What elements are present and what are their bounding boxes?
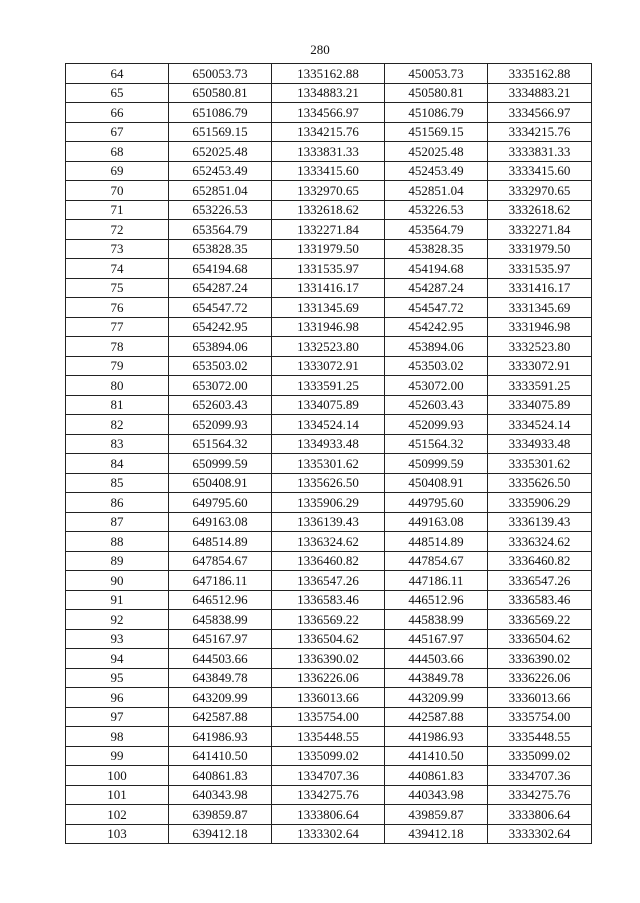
point-number-cell: 67: [66, 122, 169, 142]
x-coordinate-cell: 650999.59: [169, 454, 272, 474]
y2-coordinate-cell: 3335099.02: [488, 746, 592, 766]
table-row: [66, 161, 592, 181]
x2-coordinate-cell: 451564.32: [385, 434, 488, 454]
x-coordinate-cell: 639859.87: [169, 805, 272, 825]
x-coordinate-cell: 654242.95: [169, 317, 272, 337]
point-number-cell: 83: [66, 434, 169, 454]
y-coordinate-cell: 1334707.36: [272, 766, 385, 786]
y-coordinate-cell: 1336547.26: [272, 571, 385, 591]
table-row: [66, 259, 592, 279]
x2-coordinate-cell: 439412.18: [385, 824, 488, 844]
y2-coordinate-cell: 3335162.88: [488, 64, 592, 84]
x-coordinate-cell: 653894.06: [169, 337, 272, 357]
table-row: [66, 473, 592, 493]
y2-coordinate-cell: 3333415.60: [488, 161, 592, 181]
x2-coordinate-cell: 443849.78: [385, 668, 488, 688]
point-number-cell: 72: [66, 220, 169, 240]
x2-coordinate-cell: 452025.48: [385, 142, 488, 162]
point-number-cell: 84: [66, 454, 169, 474]
x2-coordinate-cell: 451569.15: [385, 122, 488, 142]
x-coordinate-cell: 644503.66: [169, 649, 272, 669]
x-coordinate-cell: 652099.93: [169, 415, 272, 435]
table-row: [66, 239, 592, 259]
x2-coordinate-cell: 452453.49: [385, 161, 488, 181]
table-row: [66, 434, 592, 454]
x2-coordinate-cell: 445167.97: [385, 629, 488, 649]
y-coordinate-cell: 1331946.98: [272, 317, 385, 337]
y-coordinate-cell: 1333302.64: [272, 824, 385, 844]
table-row: [66, 181, 592, 201]
x2-coordinate-cell: 453894.06: [385, 337, 488, 357]
x-coordinate-cell: 647854.67: [169, 551, 272, 571]
point-number-cell: 93: [66, 629, 169, 649]
point-number-cell: 99: [66, 746, 169, 766]
x-coordinate-cell: 654547.72: [169, 298, 272, 318]
point-number-cell: 68: [66, 142, 169, 162]
y2-coordinate-cell: 3334215.76: [488, 122, 592, 142]
x2-coordinate-cell: 450408.91: [385, 473, 488, 493]
point-number-cell: 98: [66, 727, 169, 747]
y-coordinate-cell: 1333591.25: [272, 376, 385, 396]
y2-coordinate-cell: 3332271.84: [488, 220, 592, 240]
y-coordinate-cell: 1333415.60: [272, 161, 385, 181]
point-number-cell: 100: [66, 766, 169, 786]
y2-coordinate-cell: 3336460.82: [488, 551, 592, 571]
y2-coordinate-cell: 3335448.55: [488, 727, 592, 747]
y2-coordinate-cell: 3334275.76: [488, 785, 592, 805]
y-coordinate-cell: 1334075.89: [272, 395, 385, 415]
y-coordinate-cell: 1335906.29: [272, 493, 385, 513]
x2-coordinate-cell: 450053.73: [385, 64, 488, 84]
x2-coordinate-cell: 452851.04: [385, 181, 488, 201]
y2-coordinate-cell: 3333806.64: [488, 805, 592, 825]
y2-coordinate-cell: 3334524.14: [488, 415, 592, 435]
table-row: [66, 142, 592, 162]
x-coordinate-cell: 643849.78: [169, 668, 272, 688]
y2-coordinate-cell: 3336139.43: [488, 512, 592, 532]
table-row: [66, 746, 592, 766]
x-coordinate-cell: 648514.89: [169, 532, 272, 552]
table-row: [66, 200, 592, 220]
y2-coordinate-cell: 3335626.50: [488, 473, 592, 493]
point-number-cell: 85: [66, 473, 169, 493]
x2-coordinate-cell: 451086.79: [385, 103, 488, 123]
y2-coordinate-cell: 3336324.62: [488, 532, 592, 552]
x-coordinate-cell: 650580.81: [169, 83, 272, 103]
y2-coordinate-cell: 3333831.33: [488, 142, 592, 162]
x-coordinate-cell: 641410.50: [169, 746, 272, 766]
table-row: [66, 610, 592, 630]
y-coordinate-cell: 1333831.33: [272, 142, 385, 162]
table-row: [66, 64, 592, 84]
point-number-cell: 65: [66, 83, 169, 103]
x-coordinate-cell: 653503.02: [169, 356, 272, 376]
y-coordinate-cell: 1336139.43: [272, 512, 385, 532]
y2-coordinate-cell: 3332970.65: [488, 181, 592, 201]
y2-coordinate-cell: 3336583.46: [488, 590, 592, 610]
y-coordinate-cell: 1335162.88: [272, 64, 385, 84]
y2-coordinate-cell: 3333591.25: [488, 376, 592, 396]
y-coordinate-cell: 1331979.50: [272, 239, 385, 259]
y2-coordinate-cell: 3334075.89: [488, 395, 592, 415]
point-number-cell: 96: [66, 688, 169, 708]
y-coordinate-cell: 1332271.84: [272, 220, 385, 240]
x2-coordinate-cell: 442587.88: [385, 707, 488, 727]
y-coordinate-cell: 1332618.62: [272, 200, 385, 220]
y-coordinate-cell: 1335448.55: [272, 727, 385, 747]
y-coordinate-cell: 1334883.21: [272, 83, 385, 103]
x-coordinate-cell: 651564.32: [169, 434, 272, 454]
y2-coordinate-cell: 3336226.06: [488, 668, 592, 688]
point-number-cell: 69: [66, 161, 169, 181]
x2-coordinate-cell: 443209.99: [385, 688, 488, 708]
y-coordinate-cell: 1336460.82: [272, 551, 385, 571]
x2-coordinate-cell: 445838.99: [385, 610, 488, 630]
point-number-cell: 89: [66, 551, 169, 571]
y2-coordinate-cell: 3335301.62: [488, 454, 592, 474]
y-coordinate-cell: 1336324.62: [272, 532, 385, 552]
x-coordinate-cell: 649795.60: [169, 493, 272, 513]
point-number-cell: 64: [66, 64, 169, 84]
table-row: [66, 395, 592, 415]
table-row: [66, 629, 592, 649]
point-number-cell: 102: [66, 805, 169, 825]
x2-coordinate-cell: 444503.66: [385, 649, 488, 669]
point-number-cell: 97: [66, 707, 169, 727]
x2-coordinate-cell: 454287.24: [385, 278, 488, 298]
y2-coordinate-cell: 3336390.02: [488, 649, 592, 669]
x-coordinate-cell: 651569.15: [169, 122, 272, 142]
table-row: [66, 512, 592, 532]
table-row: [66, 590, 592, 610]
x-coordinate-cell: 652603.43: [169, 395, 272, 415]
y-coordinate-cell: 1332970.65: [272, 181, 385, 201]
x2-coordinate-cell: 453226.53: [385, 200, 488, 220]
y2-coordinate-cell: 3336547.26: [488, 571, 592, 591]
y-coordinate-cell: 1336390.02: [272, 649, 385, 669]
table-row: [66, 707, 592, 727]
y2-coordinate-cell: 3331416.17: [488, 278, 592, 298]
table-row: [66, 415, 592, 435]
x-coordinate-cell: 649163.08: [169, 512, 272, 532]
y2-coordinate-cell: 3331345.69: [488, 298, 592, 318]
y2-coordinate-cell: 3334707.36: [488, 766, 592, 786]
x2-coordinate-cell: 441410.50: [385, 746, 488, 766]
x-coordinate-cell: 646512.96: [169, 590, 272, 610]
y-coordinate-cell: 1332523.80: [272, 337, 385, 357]
table-row: [66, 551, 592, 571]
x-coordinate-cell: 639412.18: [169, 824, 272, 844]
y2-coordinate-cell: 3332523.80: [488, 337, 592, 357]
x-coordinate-cell: 650053.73: [169, 64, 272, 84]
table-row: [66, 122, 592, 142]
y2-coordinate-cell: 3334933.48: [488, 434, 592, 454]
x-coordinate-cell: 650408.91: [169, 473, 272, 493]
y-coordinate-cell: 1336226.06: [272, 668, 385, 688]
table-row: [66, 454, 592, 474]
x-coordinate-cell: 654287.24: [169, 278, 272, 298]
x-coordinate-cell: 651086.79: [169, 103, 272, 123]
point-number-cell: 91: [66, 590, 169, 610]
x-coordinate-cell: 653226.53: [169, 200, 272, 220]
y2-coordinate-cell: 3335754.00: [488, 707, 592, 727]
table-row: [66, 356, 592, 376]
point-number-cell: 80: [66, 376, 169, 396]
x-coordinate-cell: 640861.83: [169, 766, 272, 786]
x2-coordinate-cell: 446512.96: [385, 590, 488, 610]
x2-coordinate-cell: 452099.93: [385, 415, 488, 435]
y2-coordinate-cell: 3331946.98: [488, 317, 592, 337]
point-number-cell: 73: [66, 239, 169, 259]
x-coordinate-cell: 640343.98: [169, 785, 272, 805]
y-coordinate-cell: 1336013.66: [272, 688, 385, 708]
x2-coordinate-cell: 454242.95: [385, 317, 488, 337]
table-row: [66, 532, 592, 552]
point-number-cell: 78: [66, 337, 169, 357]
y-coordinate-cell: 1336569.22: [272, 610, 385, 630]
x2-coordinate-cell: 441986.93: [385, 727, 488, 747]
y-coordinate-cell: 1334566.97: [272, 103, 385, 123]
point-number-cell: 66: [66, 103, 169, 123]
point-number-cell: 101: [66, 785, 169, 805]
table-row: [66, 376, 592, 396]
x2-coordinate-cell: 454547.72: [385, 298, 488, 318]
y-coordinate-cell: 1333806.64: [272, 805, 385, 825]
y-coordinate-cell: 1334215.76: [272, 122, 385, 142]
y-coordinate-cell: 1336504.62: [272, 629, 385, 649]
y2-coordinate-cell: 3336569.22: [488, 610, 592, 630]
table-row: [66, 83, 592, 103]
table-row: [66, 317, 592, 337]
x2-coordinate-cell: 447854.67: [385, 551, 488, 571]
point-number-cell: 94: [66, 649, 169, 669]
point-number-cell: 88: [66, 532, 169, 552]
y2-coordinate-cell: 3336504.62: [488, 629, 592, 649]
x2-coordinate-cell: 454194.68: [385, 259, 488, 279]
table-row: [66, 220, 592, 240]
table-row: [66, 805, 592, 825]
point-number-cell: 71: [66, 200, 169, 220]
y2-coordinate-cell: 3332618.62: [488, 200, 592, 220]
x-coordinate-cell: 652025.48: [169, 142, 272, 162]
y2-coordinate-cell: 3334883.21: [488, 83, 592, 103]
table-row: [66, 493, 592, 513]
point-number-cell: 75: [66, 278, 169, 298]
x2-coordinate-cell: 440861.83: [385, 766, 488, 786]
y2-coordinate-cell: 3335906.29: [488, 493, 592, 513]
page-number: 280: [310, 42, 330, 57]
x2-coordinate-cell: 447186.11: [385, 571, 488, 591]
point-number-cell: 70: [66, 181, 169, 201]
x-coordinate-cell: 642587.88: [169, 707, 272, 727]
x2-coordinate-cell: 449795.60: [385, 493, 488, 513]
y2-coordinate-cell: 3333072.91: [488, 356, 592, 376]
y-coordinate-cell: 1331535.97: [272, 259, 385, 279]
y2-coordinate-cell: 3333302.64: [488, 824, 592, 844]
point-number-cell: 82: [66, 415, 169, 435]
table-row: [66, 688, 592, 708]
y-coordinate-cell: 1334275.76: [272, 785, 385, 805]
y2-coordinate-cell: 3331535.97: [488, 259, 592, 279]
point-number-cell: 86: [66, 493, 169, 513]
x-coordinate-cell: 653072.00: [169, 376, 272, 396]
x2-coordinate-cell: 450580.81: [385, 83, 488, 103]
point-number-cell: 77: [66, 317, 169, 337]
x2-coordinate-cell: 448514.89: [385, 532, 488, 552]
y-coordinate-cell: 1331416.17: [272, 278, 385, 298]
table-row: [66, 571, 592, 591]
x2-coordinate-cell: 453072.00: [385, 376, 488, 396]
x2-coordinate-cell: 449163.08: [385, 512, 488, 532]
point-number-cell: 79: [66, 356, 169, 376]
table-row: [66, 649, 592, 669]
x-coordinate-cell: 645167.97: [169, 629, 272, 649]
x-coordinate-cell: 654194.68: [169, 259, 272, 279]
x2-coordinate-cell: 453564.79: [385, 220, 488, 240]
point-number-cell: 74: [66, 259, 169, 279]
y-coordinate-cell: 1331345.69: [272, 298, 385, 318]
coordinates-table: [65, 63, 592, 844]
point-number-cell: 87: [66, 512, 169, 532]
x2-coordinate-cell: 453503.02: [385, 356, 488, 376]
table-row: [66, 727, 592, 747]
x-coordinate-cell: 645838.99: [169, 610, 272, 630]
coordinates-table-body: [66, 64, 592, 844]
x-coordinate-cell: 652851.04: [169, 181, 272, 201]
x-coordinate-cell: 641986.93: [169, 727, 272, 747]
x-coordinate-cell: 653828.35: [169, 239, 272, 259]
x2-coordinate-cell: 450999.59: [385, 454, 488, 474]
x2-coordinate-cell: 440343.98: [385, 785, 488, 805]
x-coordinate-cell: 647186.11: [169, 571, 272, 591]
table-row: [66, 278, 592, 298]
table-row: [66, 766, 592, 786]
y-coordinate-cell: 1334524.14: [272, 415, 385, 435]
y-coordinate-cell: 1335754.00: [272, 707, 385, 727]
point-number-cell: 95: [66, 668, 169, 688]
y-coordinate-cell: 1335626.50: [272, 473, 385, 493]
x-coordinate-cell: 653564.79: [169, 220, 272, 240]
point-number-cell: 81: [66, 395, 169, 415]
table-row: [66, 103, 592, 123]
table-row: [66, 668, 592, 688]
y-coordinate-cell: 1334933.48: [272, 434, 385, 454]
y-coordinate-cell: 1335301.62: [272, 454, 385, 474]
point-number-cell: 90: [66, 571, 169, 591]
x2-coordinate-cell: 453828.35: [385, 239, 488, 259]
y2-coordinate-cell: 3336013.66: [488, 688, 592, 708]
x-coordinate-cell: 643209.99: [169, 688, 272, 708]
y2-coordinate-cell: 3331979.50: [488, 239, 592, 259]
point-number-cell: 76: [66, 298, 169, 318]
x2-coordinate-cell: 439859.87: [385, 805, 488, 825]
table-row: [66, 337, 592, 357]
point-number-cell: 92: [66, 610, 169, 630]
x2-coordinate-cell: 452603.43: [385, 395, 488, 415]
point-number-cell: 103: [66, 824, 169, 844]
y-coordinate-cell: 1335099.02: [272, 746, 385, 766]
table-row: [66, 824, 592, 844]
table-row: [66, 785, 592, 805]
y-coordinate-cell: 1336583.46: [272, 590, 385, 610]
y2-coordinate-cell: 3334566.97: [488, 103, 592, 123]
y-coordinate-cell: 1333072.91: [272, 356, 385, 376]
x-coordinate-cell: 652453.49: [169, 161, 272, 181]
table-row: [66, 298, 592, 318]
